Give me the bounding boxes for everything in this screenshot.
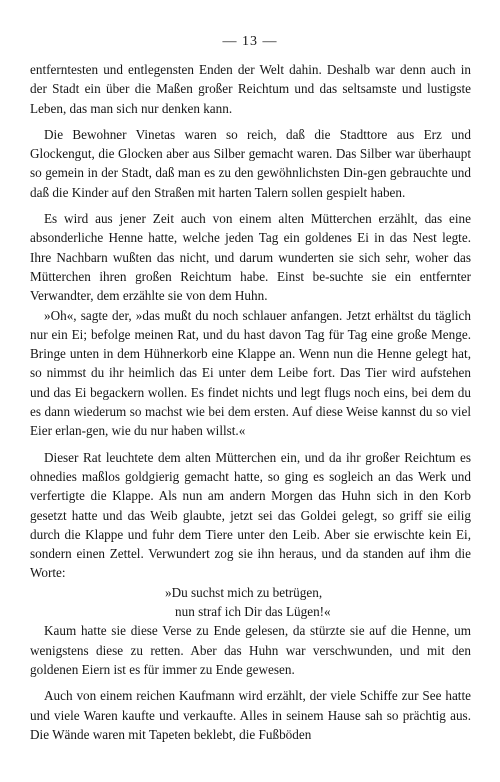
body-text — [30, 60, 471, 744]
verse-line: »Du suchst mich zu betrügen, — [165, 584, 323, 600]
paragraph-vineta-wealth: Die Bewohner Vinetas waren so reich, daß die Stadttore aus Erz und Glockengut, die Glocken aber aus Silber gemacht waren. Das Silber war überhaupt so gemein in der Stadt, daß man es zu den gewöhnlichsten Din-gen gebrauchte und daß die Kinder auf den Straßen mit harten Talern sollen gespielt haben. — [30, 126, 471, 200]
verse-block — [30, 583, 471, 622]
paragraph-the-trap: Dieser Rat leuchtete dem alten Mütterchen ein, und da ihr großer Reichtum es ohnedies maßlos goldgierig gemacht hatte, so ging es sogleich an das Werk und verfertigte die Klappe. Als nun am andern Morgen das Huhn sich in den Korb gesetzt hatte und das Weib glaubte, jetzt sei das Goldei gelegt, so griff sie eilig durch die Klappe und fuhr dem Tiere unter den Leib. Aber sie erwischte kein Ei, sondern einen Zettel. Verwundert zog sie ihn heraus, und da standen auf ihm die Worte: — [30, 449, 471, 581]
paragraph-relative-advice: »Oh«, sagte der, »das mußt du noch schlauer anfangen. Jetzt erhältst du täglich nur ein Ei; befolge meinen Rat, und du hast davon Tag für Tag eine große Menge. Bringe unten in dem Hühnerkorb eine Klappe an. Wenn nun die Henne gelegt hat, so nimmst du ihr heimlich das Ei unter dem Leibe fort. Das Tier wird aufstehen und das Ei begackern wollen. Es findet nichts und legt flugs noch eins, bei dem du es dann wiederum so machst wie bei dem ersten. Auf diese Weise kannst du so viel Eier erlan-gen, wie du nur haben willst.« — [30, 307, 471, 439]
paragraph-old-woman: Es wird aus jener Zeit auch von einem alten Mütterchen erzählt, das eine absonderliche Henne hatte, welche jeden Tag ein goldenes Ei in das Nest legte. Ihre Nachbarn wußten das nicht, und darum wunderten sie sich sehr, woher das Mütterchen ihren großen Reichtum habe. Einst be-suchte sie ein entfernter Verwandter, dem erzählte sie von dem Huhn. — [30, 211, 471, 304]
paragraph-continuation: entferntesten und entlegensten Enden der Welt dahin. Deshalb war denn auch in der Stadt ein über die Maßen großer Reichtum und das seltsamste und lustigste Leben, das man sich nur denken kann. — [30, 62, 471, 116]
paragraph-hen-vanished: Kaum hatte sie diese Verse zu Ende gelesen, da stürzte sie auf die Henne, um wenigstens diese zu retten. Aber das Huhn war verschwunden, und mit den goldenen Eiern ist es für immer zu Ende gewesen. — [30, 623, 471, 677]
page-number: — 13 — — [222, 34, 278, 49]
paragraph-merchant: Auch von einem reichen Kaufmann wird erzählt, der viele Schiffe zur See hatte und viele Waren kaufte und verkaufte. Alles in seinem Hause sah so prächtig aus. Die Wände waren mit Tapeten beklebt, die Fußböden — [30, 688, 471, 742]
verse-line: nun straf ich Dir das Lügen!« — [175, 604, 331, 620]
